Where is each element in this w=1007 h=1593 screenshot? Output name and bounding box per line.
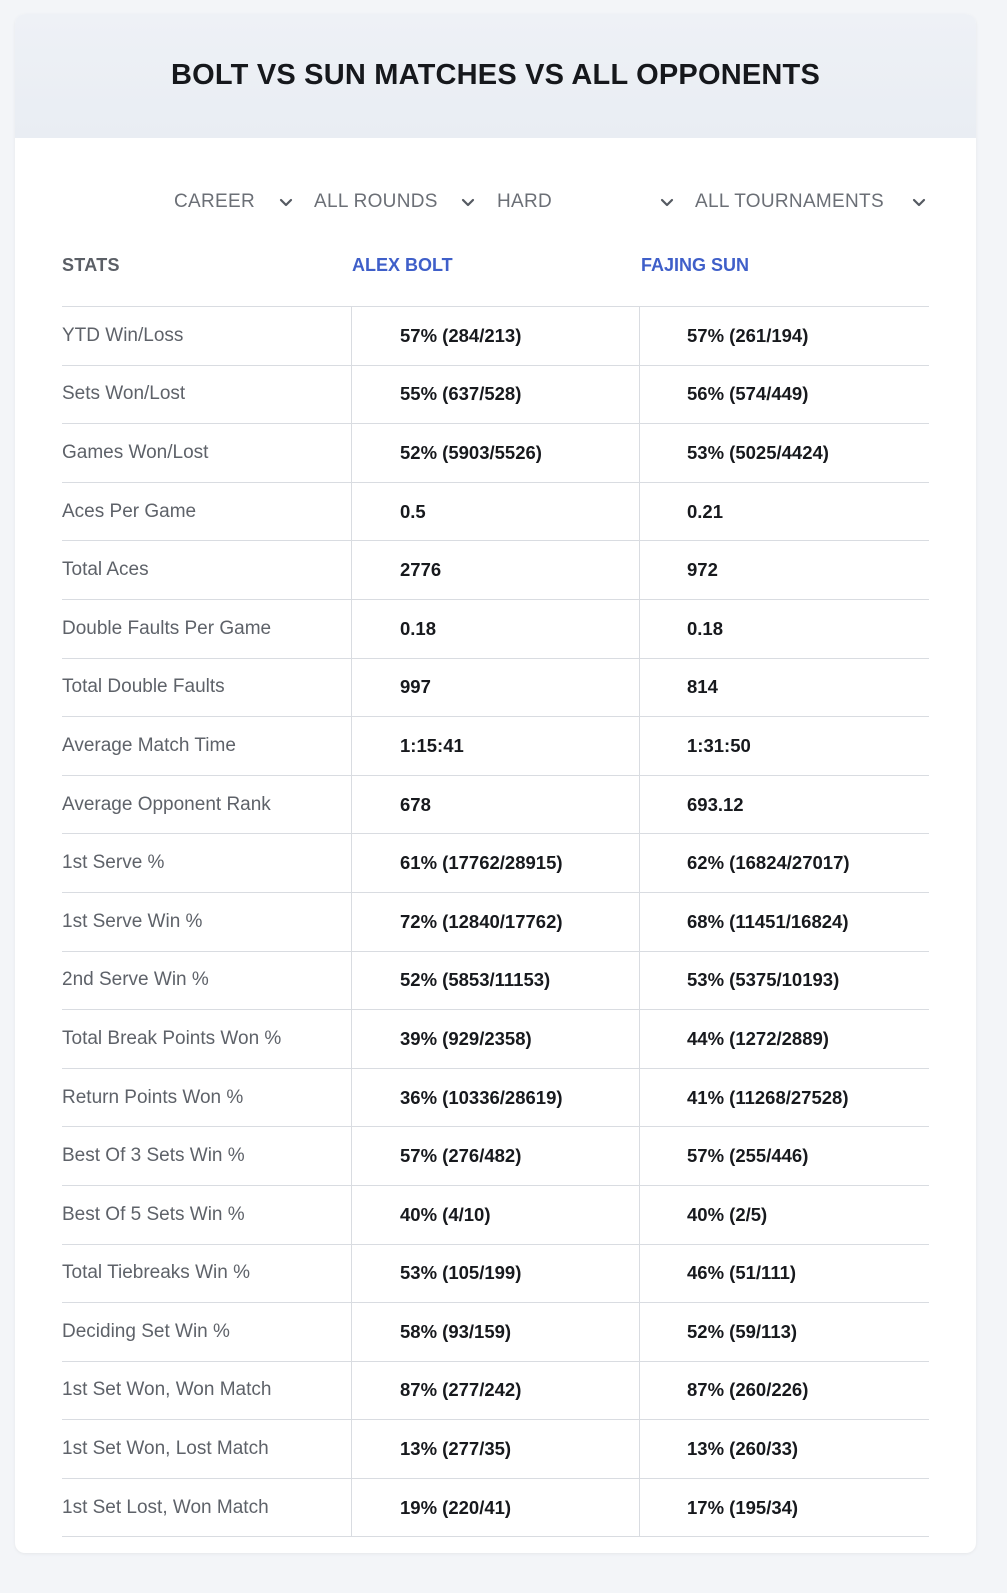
player1-value: 19% (220/41) bbox=[351, 1479, 639, 1537]
player2-value: 693.12 bbox=[639, 776, 927, 834]
player2-value: 52% (59/113) bbox=[639, 1303, 927, 1361]
table-row bbox=[62, 1245, 929, 1304]
stat-label: 1st Set Won, Won Match bbox=[62, 1379, 272, 1401]
surface-select[interactable] bbox=[497, 188, 675, 216]
stat-label: 1st Serve Win % bbox=[62, 910, 203, 932]
player2-value: 68% (11451/16824) bbox=[639, 893, 927, 951]
round-select-label: ALL ROUNDS bbox=[314, 191, 438, 212]
stat-label: Double Faults Per Game bbox=[62, 617, 272, 639]
round-select[interactable] bbox=[314, 188, 476, 216]
card-header bbox=[15, 14, 976, 138]
player2-value: 57% (255/446) bbox=[639, 1127, 927, 1185]
table-row bbox=[62, 1362, 929, 1421]
player1-value: 87% (277/242) bbox=[351, 1362, 639, 1420]
player1-value: 53% (105/199) bbox=[351, 1245, 639, 1303]
player2-value: 44% (1272/2889) bbox=[639, 1010, 927, 1068]
stat-label: Deciding Set Win % bbox=[62, 1320, 230, 1342]
player2-value: 87% (260/226) bbox=[639, 1362, 927, 1420]
stat-label: 2nd Serve Win % bbox=[62, 969, 209, 991]
stats-card bbox=[15, 14, 976, 1553]
player1-value: 36% (10336/28619) bbox=[351, 1069, 639, 1127]
chevron-down-icon bbox=[911, 194, 927, 210]
stat-label: Games Won/Lost bbox=[62, 441, 209, 463]
table-row bbox=[62, 717, 929, 776]
table-row bbox=[62, 893, 929, 952]
table-row bbox=[62, 1127, 929, 1186]
stat-label: YTD Win/Loss bbox=[62, 324, 184, 346]
stats-table bbox=[62, 254, 929, 1537]
player2-value: 0.21 bbox=[639, 483, 927, 541]
stat-label: Best Of 5 Sets Win % bbox=[62, 1203, 245, 1225]
table-row bbox=[62, 659, 929, 718]
table-row bbox=[62, 952, 929, 1011]
player1-value: 57% (284/213) bbox=[351, 307, 639, 365]
player2-value: 814 bbox=[639, 659, 927, 717]
table-row bbox=[62, 424, 929, 483]
player1-value: 40% (4/10) bbox=[351, 1186, 639, 1244]
stat-label: Total Double Faults bbox=[62, 676, 225, 698]
table-row bbox=[62, 307, 929, 366]
player1-value: 57% (276/482) bbox=[351, 1127, 639, 1185]
column-header-stats: STATS bbox=[62, 255, 120, 275]
column-header-player2[interactable]: FAJING SUN bbox=[641, 255, 750, 275]
player2-value: 46% (51/111) bbox=[639, 1245, 927, 1303]
player1-value: 0.5 bbox=[351, 483, 639, 541]
table-row bbox=[62, 541, 929, 600]
chevron-down-icon bbox=[278, 194, 294, 210]
stat-label: 1st Serve % bbox=[62, 852, 165, 874]
stat-label: Average Match Time bbox=[62, 734, 236, 756]
player1-value: 72% (12840/17762) bbox=[351, 893, 639, 951]
player1-value: 1:15:41 bbox=[351, 717, 639, 775]
player1-value: 997 bbox=[351, 659, 639, 717]
player2-value: 56% (574/449) bbox=[639, 366, 927, 424]
stat-label: Total Break Points Won % bbox=[62, 1027, 282, 1049]
table-row bbox=[62, 1069, 929, 1128]
column-header-player1[interactable]: ALEX BOLT bbox=[352, 255, 453, 275]
tournament-select[interactable] bbox=[695, 188, 927, 216]
player1-value: 61% (17762/28915) bbox=[351, 834, 639, 892]
stat-label: 1st Set Won, Lost Match bbox=[62, 1438, 269, 1460]
stat-label: Total Aces bbox=[62, 559, 149, 581]
table-row bbox=[62, 1420, 929, 1479]
stat-label: Average Opponent Rank bbox=[62, 793, 271, 815]
period-select[interactable] bbox=[174, 188, 294, 216]
player1-value: 52% (5903/5526) bbox=[351, 424, 639, 482]
player2-value: 1:31:50 bbox=[639, 717, 927, 775]
tournament-select-label: ALL TOURNAMENTS bbox=[695, 191, 884, 212]
player2-value: 13% (260/33) bbox=[639, 1420, 927, 1478]
page-title: BOLT VS SUN MATCHES VS ALL OPPONENTS bbox=[170, 58, 820, 91]
player2-value: 53% (5025/4424) bbox=[639, 424, 927, 482]
period-select-label: CAREER bbox=[174, 191, 255, 212]
player1-value: 678 bbox=[351, 776, 639, 834]
stat-label: Return Points Won % bbox=[62, 1086, 244, 1108]
table-row bbox=[62, 366, 929, 425]
stat-label: Total Tiebreaks Win % bbox=[62, 1262, 250, 1284]
chevron-down-icon bbox=[659, 194, 675, 210]
player2-value: 972 bbox=[639, 541, 927, 599]
player2-value: 62% (16824/27017) bbox=[639, 834, 927, 892]
player1-value: 58% (93/159) bbox=[351, 1303, 639, 1361]
filter-bar bbox=[15, 138, 976, 263]
stat-label: Best Of 3 Sets Win % bbox=[62, 1145, 245, 1167]
player2-value: 57% (261/194) bbox=[639, 307, 927, 365]
player1-value: 55% (637/528) bbox=[351, 366, 639, 424]
player2-value: 17% (195/34) bbox=[639, 1479, 927, 1537]
table-row bbox=[62, 1479, 929, 1538]
table-row bbox=[62, 1010, 929, 1069]
player1-value: 52% (5853/11153) bbox=[351, 952, 639, 1010]
table-row bbox=[62, 483, 929, 542]
stat-label: Aces Per Game bbox=[62, 500, 197, 522]
player1-value: 0.18 bbox=[351, 600, 639, 658]
stat-label: 1st Set Lost, Won Match bbox=[62, 1496, 269, 1518]
table-row bbox=[62, 834, 929, 893]
player1-value: 13% (277/35) bbox=[351, 1420, 639, 1478]
table-header bbox=[62, 254, 929, 307]
stat-label: Sets Won/Lost bbox=[62, 383, 186, 405]
player1-value: 2776 bbox=[351, 541, 639, 599]
player2-value: 0.18 bbox=[639, 600, 927, 658]
table-row bbox=[62, 1186, 929, 1245]
player2-value: 40% (2/5) bbox=[639, 1186, 927, 1244]
player1-value: 39% (929/2358) bbox=[351, 1010, 639, 1068]
player2-value: 41% (11268/27528) bbox=[639, 1069, 927, 1127]
chevron-down-icon bbox=[460, 194, 476, 210]
table-row bbox=[62, 776, 929, 835]
table-row bbox=[62, 1303, 929, 1362]
player2-value: 53% (5375/10193) bbox=[639, 952, 927, 1010]
surface-select-label: HARD bbox=[497, 191, 553, 212]
table-row bbox=[62, 600, 929, 659]
table-body bbox=[62, 307, 929, 1537]
